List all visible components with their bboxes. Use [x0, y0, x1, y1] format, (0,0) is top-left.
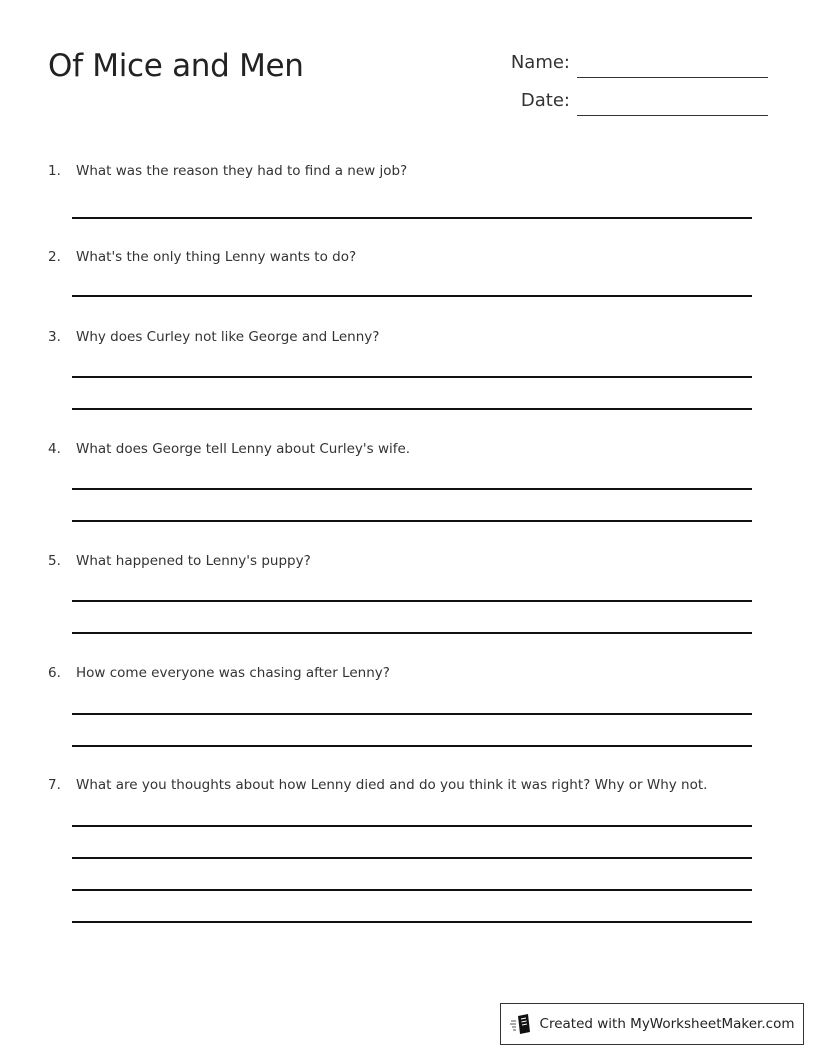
question-text: What are you thoughts about how Lenny died and do you think it was right? Why or Why not.	[76, 777, 708, 793]
answer-line[interactable]	[72, 921, 752, 923]
worksheet-maker-logo-icon	[510, 1013, 532, 1035]
worksheet-title: Of Mice and Men	[48, 48, 304, 84]
question-text: What was the reason they had to find a new job?	[76, 163, 408, 179]
name-field[interactable]	[577, 77, 768, 78]
answer-line[interactable]	[72, 520, 752, 522]
answer-line[interactable]	[72, 295, 752, 297]
question-number: 6.	[48, 665, 61, 681]
question-number: 5.	[48, 553, 61, 569]
date-label: Date:	[520, 90, 570, 111]
answer-line[interactable]	[72, 825, 752, 827]
question-text: What happened to Lenny's puppy?	[76, 553, 311, 569]
answer-line[interactable]	[72, 857, 752, 859]
question-text: What does George tell Lenny about Curley's wife.	[76, 441, 411, 457]
question-number: 1.	[48, 163, 61, 179]
question-text: How come everyone was chasing after Lenny?	[76, 665, 390, 681]
date-field[interactable]	[577, 115, 768, 116]
question-text: What's the only thing Lenny wants to do?	[76, 249, 357, 265]
answer-line[interactable]	[72, 600, 752, 602]
answer-line[interactable]	[72, 376, 752, 378]
answer-line[interactable]	[72, 488, 752, 490]
question-number: 2.	[48, 249, 61, 265]
answer-line[interactable]	[72, 632, 752, 634]
credit-badge[interactable]	[500, 1003, 804, 1045]
credit-text: Created with MyWorksheetMaker.com	[539, 1016, 795, 1032]
answer-line[interactable]	[72, 408, 752, 410]
answer-line[interactable]	[72, 889, 752, 891]
name-label: Name:	[510, 52, 570, 73]
question-number: 3.	[48, 329, 61, 345]
answer-line[interactable]	[72, 713, 752, 715]
answer-line[interactable]	[72, 745, 752, 747]
answer-line[interactable]	[72, 217, 752, 219]
question-text: Why does Curley not like George and Lenny?	[76, 329, 380, 345]
question-number: 7.	[48, 777, 61, 793]
question-number: 4.	[48, 441, 61, 457]
